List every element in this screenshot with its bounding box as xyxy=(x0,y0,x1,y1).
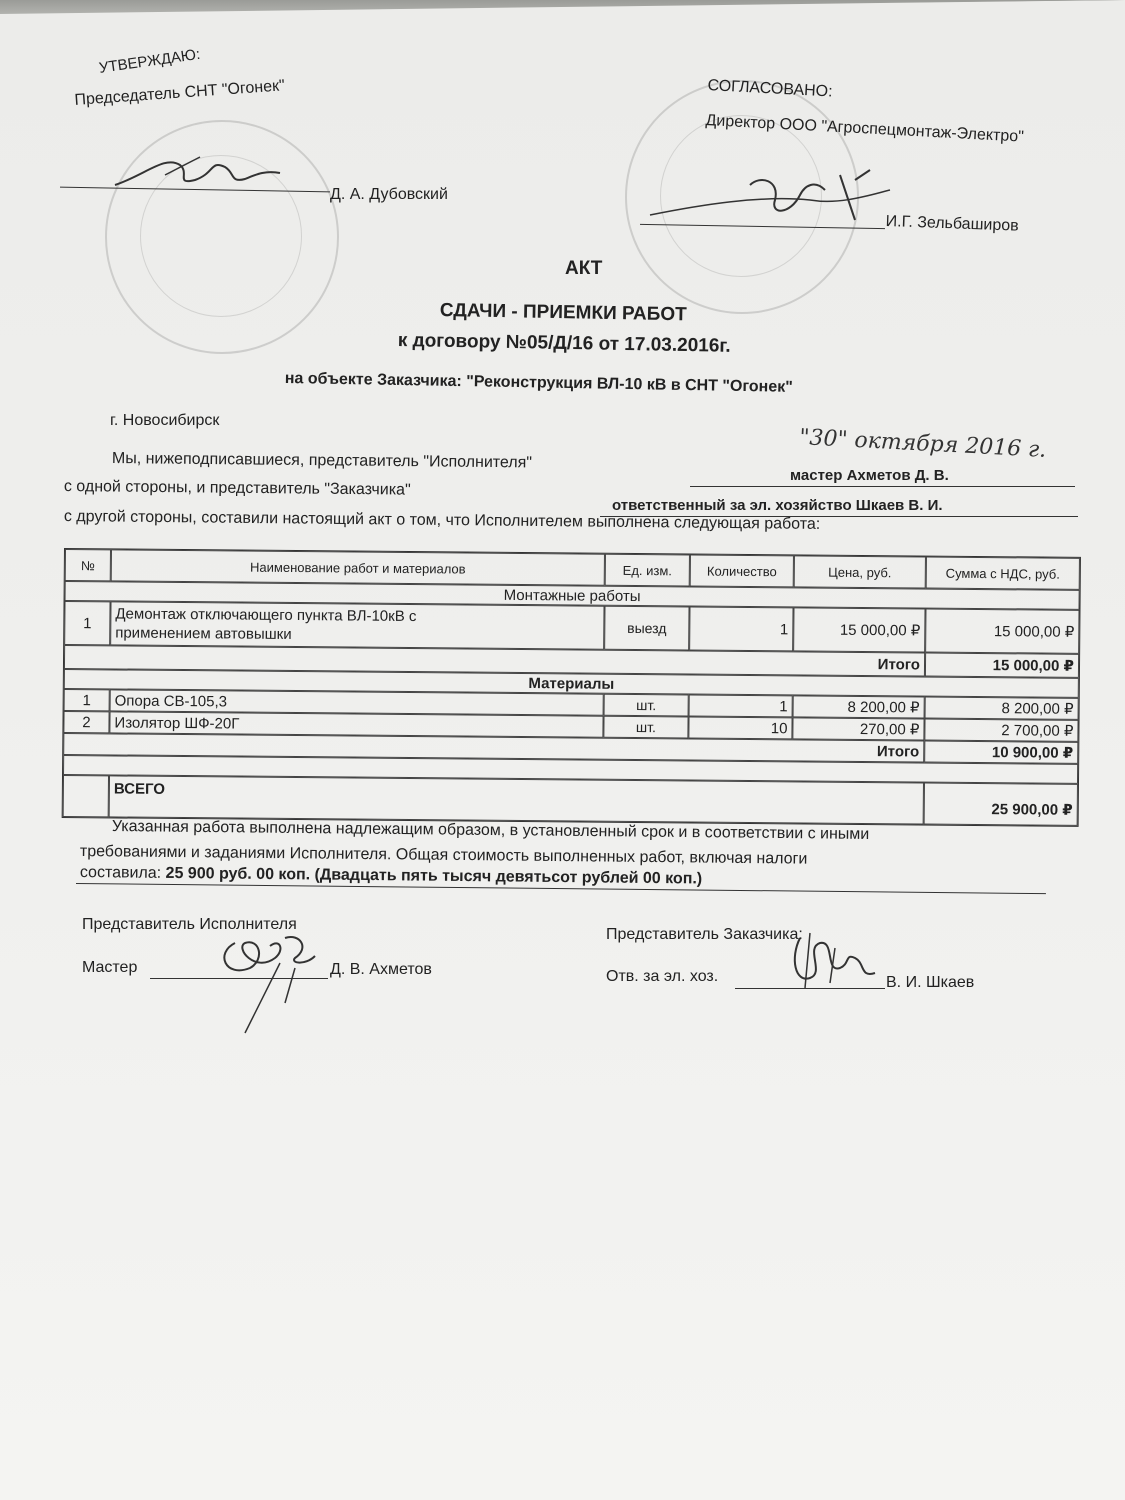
parties-customer: ответственный за эл. хозяйство Шкаев В. И. xyxy=(612,497,943,514)
closing-line1: Указанная работа выполнена надлежащим образом, в установленный срок и в соответствии с иными xyxy=(111,818,870,843)
closing-line2: требованиями и заданиями Исполнителя. Общая стоимость выполненных работ, включая налоги xyxy=(79,843,808,868)
signature-dubovsky xyxy=(105,145,305,205)
th-qty: Количество xyxy=(690,554,794,587)
total1-value: 15 000,00 ₽ xyxy=(925,653,1079,678)
closing-total-value: 25 900 руб. 00 коп. (Двадцать пять тысяч девятьсот рублей 00 коп.) xyxy=(165,864,703,888)
doc-subtitle: СДАЧИ - ПРИЕМКИ РАБОТ xyxy=(439,300,687,326)
row2-unit: шт. xyxy=(604,694,689,717)
row2-number: 1 xyxy=(64,689,110,711)
row1-qty: 1 xyxy=(689,606,793,651)
row2-price: 8 200,00 ₽ xyxy=(793,695,925,718)
section-installation: Монтажные работы xyxy=(65,581,1080,610)
row3-price: 270,00 ₽ xyxy=(792,717,924,740)
parties-line3: с другой стороны, составили настоящий акт о том, что Исполнителем выполнена следующая работа: xyxy=(63,508,821,533)
row2-sum: 8 200,00 ₽ xyxy=(925,697,1079,720)
closing-total-label: составила: xyxy=(79,864,162,882)
row3-unit: шт. xyxy=(603,716,688,739)
doc-object: на объекте Заказчика: "Реконструкция ВЛ-10 кВ в СНТ "Огонек" xyxy=(284,370,793,396)
th-name: Наименование работ и материалов xyxy=(111,549,605,585)
row1-number: 1 xyxy=(64,601,110,645)
th-unit: Ед. изм. xyxy=(605,554,690,587)
doc-title: АКТ xyxy=(565,258,603,279)
signature-akhmetov xyxy=(205,918,345,1038)
exec-role: Мастер xyxy=(82,959,138,976)
section-materials: Материалы xyxy=(64,669,1079,698)
grand-label: ВСЕГО xyxy=(109,775,924,824)
cust-title: Представитель Заказчика: xyxy=(606,926,803,943)
row1-price: 15 000,00 ₽ xyxy=(793,607,925,652)
doc-city: г. Новосибирск xyxy=(110,412,220,429)
executor-line xyxy=(690,486,1075,487)
parties-line2: с одной стороны, и представитель "Заказчика" xyxy=(63,478,411,499)
grand-number-cell xyxy=(63,775,109,817)
approve-name: Д. А. Дубовский xyxy=(330,186,448,203)
row3-number: 2 xyxy=(63,711,109,733)
total2-label: Итого xyxy=(63,733,924,763)
works-table xyxy=(62,548,1081,827)
row1-name-line2: применением автовышки xyxy=(115,624,292,643)
cust-role: Отв. за эл. хоз. xyxy=(606,968,719,985)
signature-shkaev xyxy=(780,928,900,1008)
th-price: Цена, руб. xyxy=(794,555,926,588)
total2-value: 10 900,00 ₽ xyxy=(924,741,1078,764)
signature-zelbashirov xyxy=(640,165,900,245)
row1-unit: выезд xyxy=(604,606,689,651)
row1-name-line1: Демонтаж отключающего пункта ВЛ-10кВ с xyxy=(115,605,417,626)
th-number: № xyxy=(65,549,111,581)
row3-qty: 10 xyxy=(688,716,792,739)
exec-name: Д. В. Ахметов xyxy=(330,961,432,978)
cust-name: В. И. Шкаев xyxy=(886,974,975,991)
row3-sum: 2 700,00 ₽ xyxy=(924,719,1078,742)
row2-qty: 1 xyxy=(689,694,793,717)
approve-position: Председатель СНТ "Огонек" xyxy=(74,77,286,109)
agree-name: И.Г. Зельбаширов xyxy=(885,213,1019,235)
agree-position: Директор ООО "Агроспецмонтаж-Электро" xyxy=(705,112,1025,146)
total1-label: Итого xyxy=(64,645,925,677)
grand-value: 25 900,00 ₽ xyxy=(924,783,1078,826)
agree-title: СОГЛАСОВАНО: xyxy=(707,77,833,101)
th-sum: Сумма с НДС, руб. xyxy=(926,557,1080,590)
row1-sum: 15 000,00 ₽ xyxy=(925,609,1079,654)
row3-name: Изолятор ШФ-20Г xyxy=(109,711,603,737)
doc-date-handwritten: "30" октября 2016 г. xyxy=(798,425,1047,463)
parties-line1: Мы, нижеподписавшиеся, представитель "Исполнителя" xyxy=(111,450,533,472)
row1-name xyxy=(110,601,604,649)
exec-title: Представитель Исполнителя xyxy=(82,916,297,933)
doc-contract: к договору №05/Д/16 от 17.03.2016г. xyxy=(397,330,731,357)
row2-name: Опора СВ-105,3 xyxy=(110,689,604,715)
parties-executor: мастер Ахметов Д. В. xyxy=(790,467,949,484)
approve-title: УТВЕРЖДАЮ: xyxy=(98,45,202,77)
